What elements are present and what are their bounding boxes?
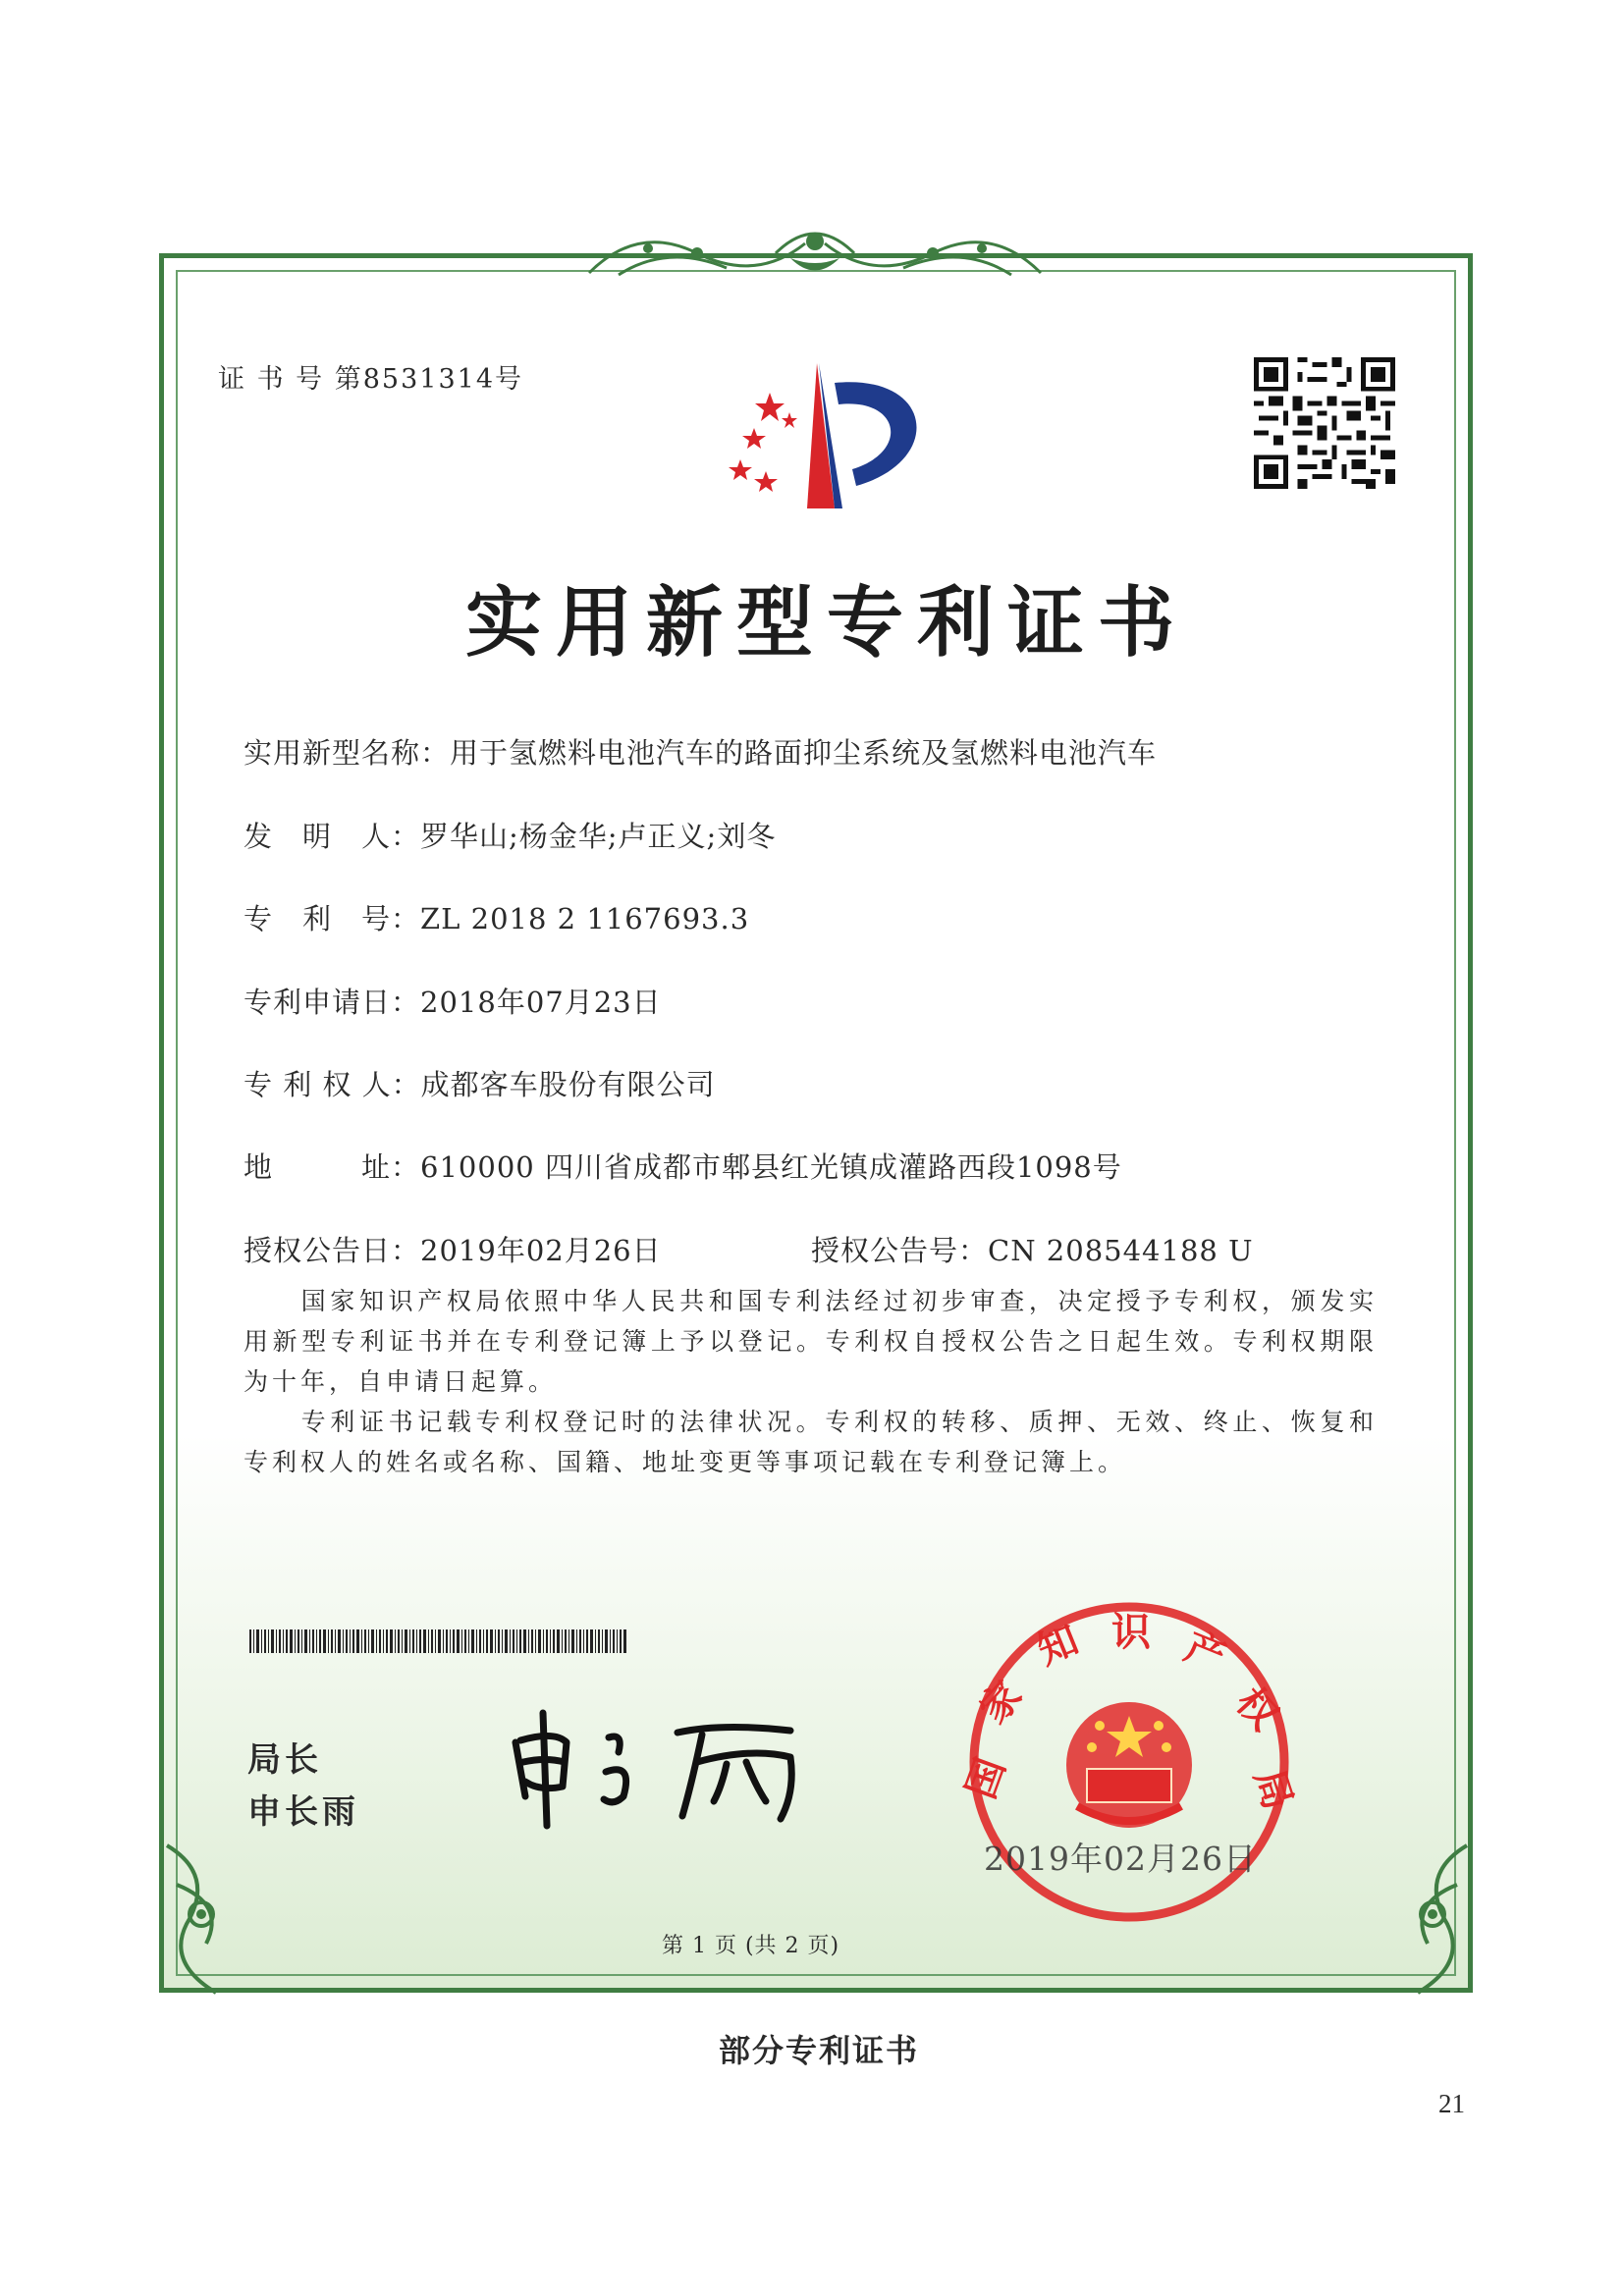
field-label: 地 址： <box>244 1150 421 1184</box>
statement-paragraph-1 <box>244 1281 1378 1402</box>
field-value: 2018年07月23日 <box>420 986 662 1019</box>
page-number: 21 <box>1438 2089 1465 2118</box>
field-label: 授权公告日： <box>244 1234 421 1267</box>
svg-text:知: 知 <box>1031 1617 1085 1675</box>
cnipa-logo-icon <box>709 353 937 508</box>
ornament-bottom-left-icon <box>157 1836 285 2002</box>
director-name: 申长雨 <box>247 1792 359 1832</box>
field-value: 2019年02月26日 <box>420 1234 662 1267</box>
statement-paragraph-2 <box>244 1402 1378 1482</box>
field-value: CN 208544188 U <box>988 1234 1254 1267</box>
figure-caption: 部分专利证书 <box>719 2032 920 2069</box>
svg-text:识: 识 <box>1111 1610 1151 1655</box>
ornament-top-icon <box>579 214 1051 293</box>
signature-icon <box>496 1703 820 1831</box>
svg-text:局: 局 <box>1245 1763 1301 1816</box>
svg-text:国: 国 <box>958 1752 1015 1805</box>
ornament-bottom-right-icon <box>1349 1836 1477 2002</box>
field-inventor <box>244 815 776 855</box>
field-label: 发 明 人： <box>244 820 421 853</box>
director-title: 局长 <box>247 1740 322 1780</box>
field-patent-holder <box>244 1063 716 1103</box>
paragraph-text: 国家知识产权局依照中华人民共和国专利法经过初步审查，决定授予专利权，颁发实用新型专利证书并在专利登记簿上予以登记。专利权自授权公告之日起生效。专利权期限为十年，自申请日起算。 <box>244 1287 1378 1396</box>
field-patent-number <box>244 897 749 937</box>
svg-text:权: 权 <box>1226 1679 1287 1739</box>
field-value: 用于氢燃料电池汽车的路面抑尘系统及氢燃料电池汽车 <box>450 736 1158 770</box>
certificate-page-indicator: 第 1 页 (共 2 页) <box>662 1934 840 1958</box>
seal-date: 2019年02月26日 <box>984 1840 1257 1878</box>
svg-text:家: 家 <box>971 1673 1032 1733</box>
qr-code-icon <box>1253 357 1396 489</box>
barcode-icon <box>249 1629 626 1653</box>
field-utility-model-name <box>244 731 1157 772</box>
field-label: 授权公告号： <box>811 1234 989 1267</box>
field-grant-date <box>244 1229 662 1269</box>
field-address <box>244 1146 1122 1186</box>
field-value: 成都客车股份有限公司 <box>420 1068 716 1101</box>
field-filing-date <box>244 981 662 1021</box>
paragraph-text: 专利证书记载专利权登记时的法律状况。专利权的转移、质押、无效、终止、恢复和专利权人的姓名或名称、国籍、地址变更等事项记载在专利登记簿上。 <box>244 1408 1378 1476</box>
certificate-title: 实用新型专利证书 <box>465 579 1189 667</box>
svg-text:产: 产 <box>1178 1624 1232 1682</box>
field-grant-number <box>811 1229 1254 1269</box>
field-value: 610000 四川省成都市郫县红光镇成灌路西段1098号 <box>420 1150 1122 1184</box>
field-value: ZL 2018 2 1167693.3 <box>420 902 750 935</box>
field-label: 专 利 权 人： <box>244 1068 421 1101</box>
certificate-number: 证 书 号 第8531314号 <box>218 364 523 395</box>
field-value: 罗华山;杨金华;卢正义;刘冬 <box>420 820 777 853</box>
field-label: 实用新型名称： <box>244 736 451 770</box>
field-label: 专利申请日： <box>244 986 421 1019</box>
field-label: 专 利 号： <box>244 902 421 935</box>
